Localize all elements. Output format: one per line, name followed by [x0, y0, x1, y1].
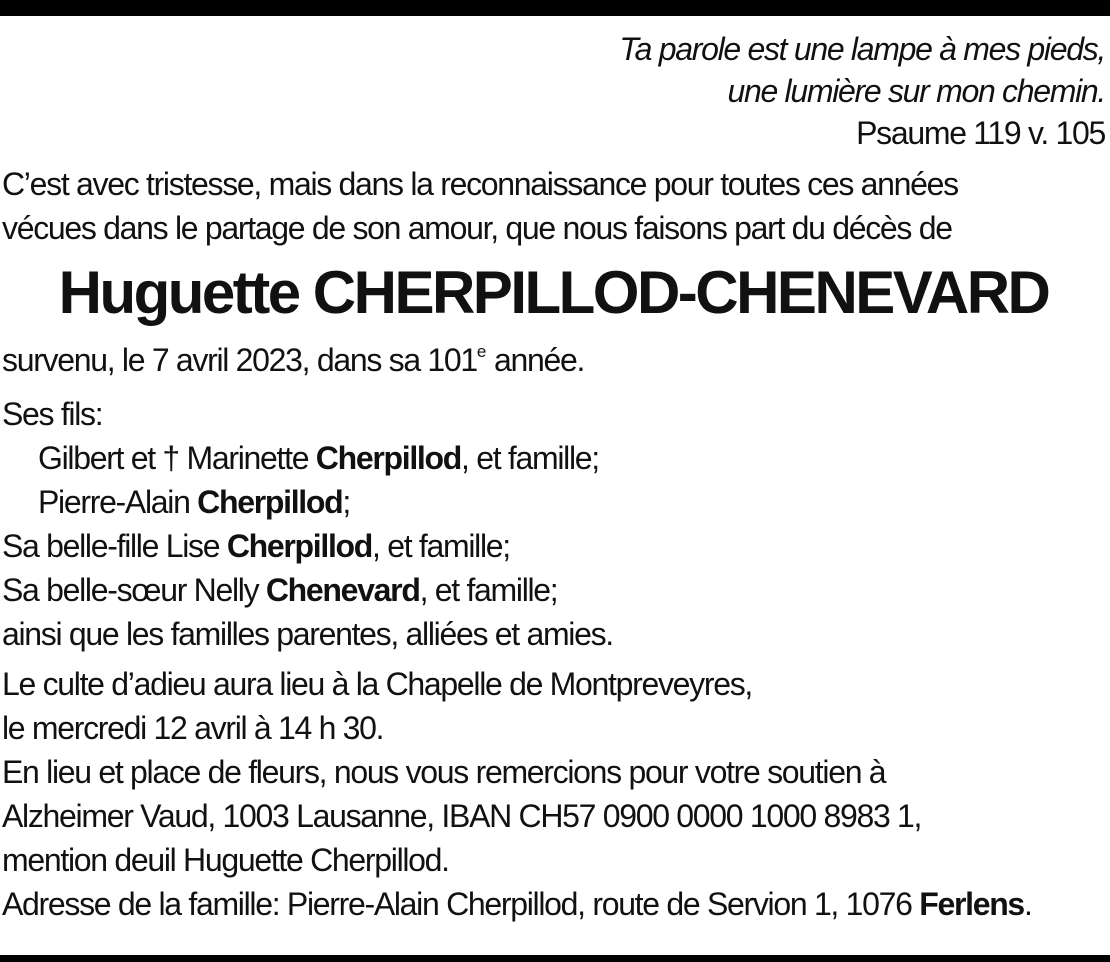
bottom-border-rule [0, 955, 1110, 962]
sister-in-law-surname: Chenevard [265, 572, 420, 608]
intro-line-2: vécues dans le partage de son amour, que nous faisons part du décès de [2, 210, 952, 246]
donation-line-2: Alzheimer Vaud, 1003 Lausanne, IBAN CH57 0900 0000 1000 8983 1, [2, 798, 922, 834]
ceremony-details [2, 662, 1105, 926]
daughter-in-law [2, 524, 1105, 568]
daughter-in-law-name: Sa belle-fille Lise [2, 528, 227, 564]
other-families: ainsi que les familles parentes, alliées et amies. [2, 616, 613, 652]
donation-line-3: mention deuil Huguette Cherpillod. [2, 842, 449, 878]
obituary-notice [2, 28, 1105, 926]
verse-reference: Psaume 119 v. 105 [856, 115, 1105, 151]
death-text: survenu, le 7 avril 2023, dans sa 101 [2, 342, 477, 378]
address-text: Adresse de la famille: Pierre-Alain Cherpillod, route de Servion 1, 1076 [2, 886, 920, 922]
deceased-name: Huguette CHERPILLOD-CHENEVARD [58, 259, 1049, 326]
address-end: . [1023, 886, 1032, 922]
family-address [2, 882, 1105, 926]
verse-line-1: Ta parole est une lampe à mes pieds, [619, 31, 1105, 67]
donation-line-1: En lieu et place de fleurs, nous vous remercions pour votre soutien à [2, 754, 886, 790]
sister-in-law [2, 568, 1105, 612]
son-2-suffix: ; [342, 484, 350, 520]
sister-in-law-name: Sa belle-sœur Nelly [2, 572, 266, 608]
ordinal-superscript: e [476, 342, 487, 361]
daughter-in-law-surname: Cherpillod [226, 528, 373, 564]
sons-heading: Ses fils: [2, 396, 103, 432]
bible-verse [2, 28, 1105, 154]
son-1-surname: Cherpillod [315, 440, 462, 476]
family-list [2, 392, 1105, 656]
ceremony-line-1: Le culte d’adieu aura lieu à la Chapelle de Montpreveyres, [2, 666, 753, 702]
address-town: Ferlens [919, 886, 1024, 922]
sister-in-law-suffix: , et famille; [419, 572, 558, 608]
son-2-name: Pierre-Alain [38, 484, 198, 520]
son-1 [2, 436, 1105, 480]
daughter-in-law-suffix: , et famille; [372, 528, 510, 564]
intro-paragraph [2, 162, 1105, 250]
death-date-line [2, 330, 1105, 382]
son-2-surname: Cherpillod [197, 484, 343, 520]
son-2 [2, 480, 1105, 524]
son-1-names: Gilbert et † Marinette [38, 440, 316, 476]
verse-line-2: une lumière sur mon chemin. [727, 73, 1105, 109]
son-1-suffix: , et famille; [461, 440, 599, 476]
ceremony-line-2: le mercredi 12 avril à 14 h 30. [2, 710, 384, 746]
death-text-end: année. [486, 342, 585, 378]
intro-line-1: C’est avec tristesse, mais dans la reconnaissance pour toutes ces années [2, 166, 958, 202]
top-border-rule [0, 0, 1110, 16]
